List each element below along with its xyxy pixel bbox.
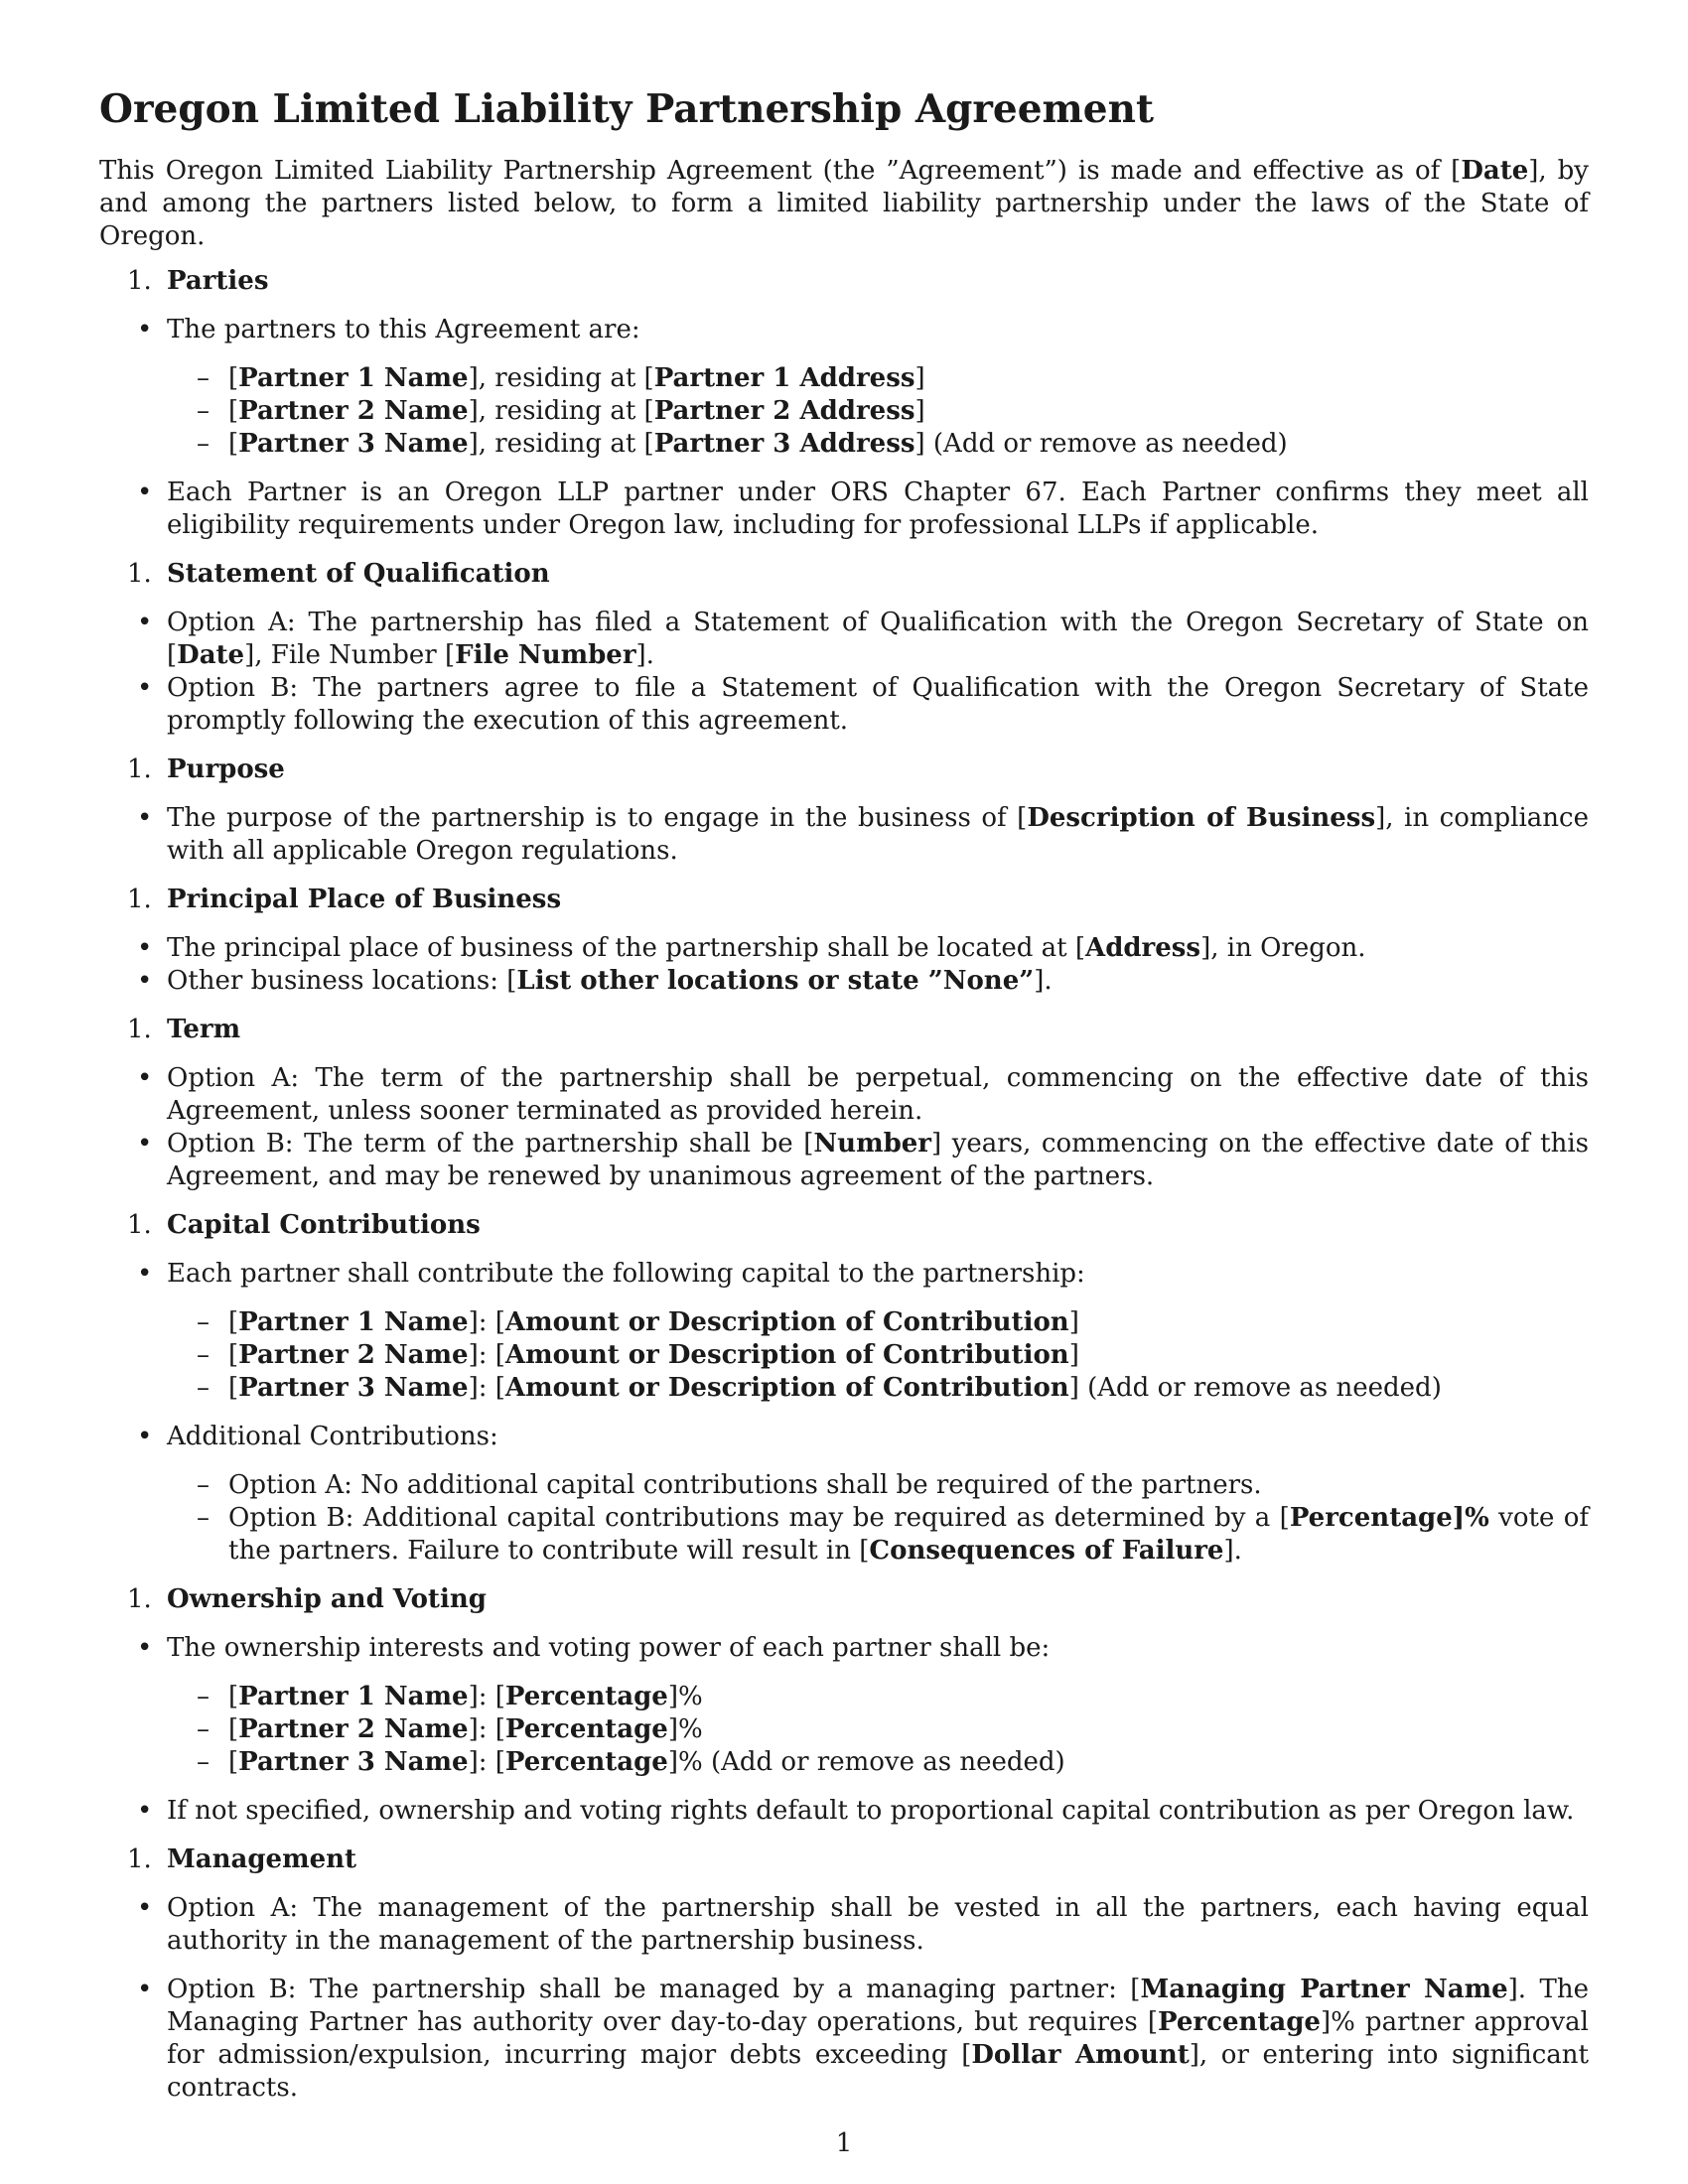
section-heading: 1. Management — [127, 1844, 357, 1874]
list-item: • The partners to this Agreement are: – [Partner 1 Name], residing at [Partner 1 Address] – [Partner 2 Name], residing at [Partner 2 Address] – [Partner 3 Name], residing at [Partner 3 Address] (Add or remove as needed) — [99, 314, 1589, 461]
partner-entry: – [Partner 2 Name], residing at [Partner 2 Address] — [167, 395, 1589, 428]
section-ownership-voting — [99, 1583, 1589, 1828]
contribution-entry: – [Partner 1 Name]: [Amount or Description of Contribution] — [167, 1306, 1589, 1339]
share-entry: – [Partner 1 Name]: [Percentage]% — [167, 1681, 1589, 1713]
contribution-entry: – [Partner 2 Name]: [Amount or Description of Contribution] — [167, 1339, 1589, 1372]
section-qualification — [99, 558, 1589, 738]
section-capital-contributions — [99, 1209, 1589, 1568]
section-heading: 1. Term — [127, 1015, 241, 1044]
section-purpose — [99, 753, 1589, 868]
section-parties — [99, 265, 1589, 542]
section-heading: 1. Parties — [127, 266, 269, 296]
page-number: 1 — [835, 2128, 853, 2158]
document-page — [99, 85, 1589, 2120]
section-heading: 1. Ownership and Voting — [127, 1584, 487, 1614]
option-entry: – Option A: No additional capital contributions shall be required of the partners. — [167, 1469, 1589, 1502]
contribution-entry: – [Partner 3 Name]: [Amount or Description of Contribution] (Add or remove as needed) — [167, 1372, 1589, 1405]
share-entry: – [Partner 2 Name]: [Percentage]% — [167, 1713, 1589, 1746]
list-item: • Additional Contributions: – Option A: No additional capital contributions shall be required of the partners. – Option B: Additional capital contributions may be required as determined by a [Percentage]% vote of the partners. Failure to contribute will result in [Consequences of Failure]. — [99, 1421, 1589, 1568]
section-place-of-business — [99, 884, 1589, 998]
list-item: • Option A: The term of the partnership shall be perpetual, commencing on the effective date of this Agreement, unless sooner terminated as provided herein. — [99, 1062, 1589, 1128]
list-item: • Each Partner is an Oregon LLP partner under ORS Chapter 67. Each Partner confirms they meet all eligibility requirements under Oregon law, including for professional LLPs if applicable. — [99, 477, 1589, 542]
list-item: • The principal place of business of the partnership shall be located at [Address], in Oregon. — [99, 932, 1589, 965]
date-placeholder: Date — [1461, 156, 1529, 186]
intro-paragraph: This Oregon Limited Liability Partnership Agreement (the ”Agreement”) is made and effective as of [Date], by and among the partners listed below, to form a limited liability partnership under the laws of the State of Oregon. — [99, 156, 1589, 251]
list-item: • Each partner shall contribute the following capital to the partnership: – [Partner 1 Name]: [Amount or Description of Contribution] – [Partner 2 Name]: [Amount or Description of Contribution] – [Partner 3 Name]: [Amount or Description of Contribution] (Add or remove as needed) — [99, 1258, 1589, 1405]
section-heading: 1. Purpose — [127, 754, 285, 784]
section-heading: 1. Principal Place of Business — [127, 885, 562, 914]
list-item: • The purpose of the partnership is to engage in the business of [Description of Business], in compliance with all applicable Oregon regulations. — [99, 802, 1589, 868]
list-item: • Option B: The term of the partnership shall be [Number] years, commencing on the effective date of this Agreement, and may be renewed by unanimous agreement of the partners. — [99, 1128, 1589, 1193]
list-item: • Option B: The partners agree to file a Statement of Qualification with the Oregon Secretary of State promptly following the execution of this agreement. — [99, 672, 1589, 738]
section-heading: 1. Statement of Qualification — [127, 559, 550, 589]
share-entry: – [Partner 3 Name]: [Percentage]% (Add or remove as needed) — [167, 1746, 1589, 1779]
partner-entry: – [Partner 3 Name], residing at [Partner 3 Address] (Add or remove as needed) — [167, 428, 1589, 461]
option-b-tail: vote of the partners. Failure to contribute will result in [ — [228, 1503, 1589, 1566]
list-item: • Option A: The management of the partnership shall be vested in all the partners, each having equal authority in the management of the partnership business. — [99, 1892, 1589, 1958]
list-item: • Other business locations: [List other locations or state ”None”]. — [99, 965, 1589, 998]
section-term — [99, 1014, 1589, 1193]
list-item: • Option A: The partnership has filed a Statement of Qualification with the Oregon Secretary of State on [Date], File Number [File Number]. — [99, 607, 1589, 672]
option-entry: – Option B: Additional capital contributions may be required as determined by a [Percentage]% vote of the partners. Failure to contribute will result in [Consequences of Failure]. — [167, 1502, 1589, 1568]
section-heading: 1. Capital Contributions — [127, 1210, 481, 1240]
list-item: • Option B: The partnership shall be managed by a managing partner: [Managing Partner Name]. The Managing Partner has authority over day-to-day operations, but requires [Percentage]% partner approval for admission/expulsion, incurring major debts exceeding [Dollar Amount], or entering into significant contracts. — [99, 1974, 1589, 2105]
section-management — [99, 1843, 1589, 2105]
document-title: Oregon Limited Liability Partnership Agreement — [99, 86, 1154, 132]
list-item: • The ownership interests and voting power of each partner shall be: – [Partner 1 Name]: [Percentage]% – [Partner 2 Name]: [Percentage]% – [Partner 3 Name]: [Percentage]% (Add or remove as needed) — [99, 1632, 1589, 1779]
list-item: • If not specified, ownership and voting rights default to proportional capital contribution as per Oregon law. — [99, 1795, 1589, 1828]
partner-entry: – [Partner 1 Name], residing at [Partner 1 Address] — [167, 362, 1589, 395]
